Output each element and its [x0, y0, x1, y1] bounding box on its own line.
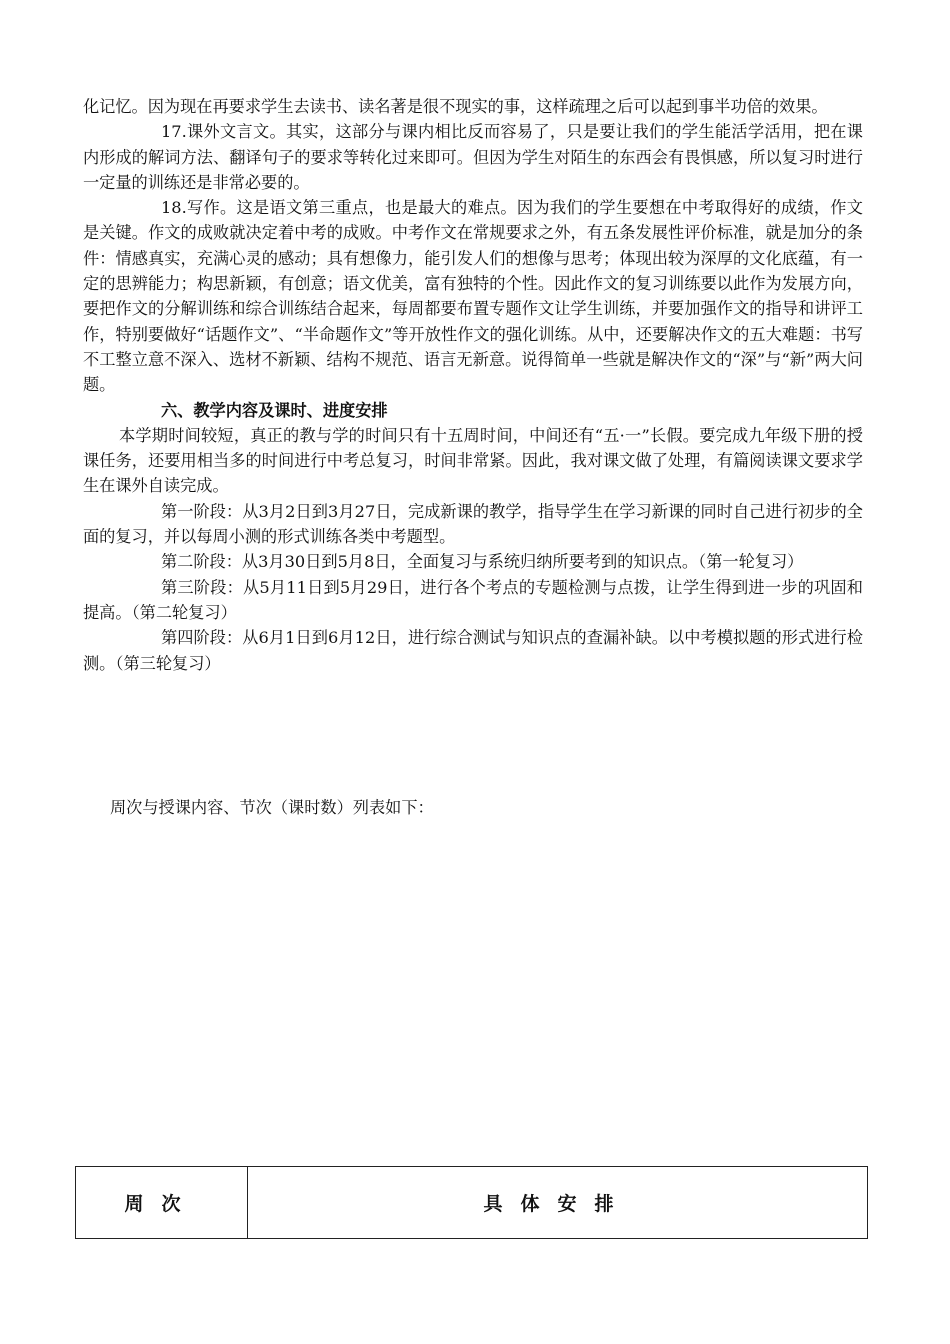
table-header-row	[76, 1167, 868, 1239]
schedule-table	[75, 1166, 868, 1239]
paragraph-overview: 本学期时间较短，真正的教与学的时间只有十五周时间，中间还有“五·一”长假。要完成九年级下册的授课任务，还要用相当多的时间进行中考总复习，时间非常紧。因此，我对课文做了处理，有篇阅读课文要求学生在课外自读完成。	[83, 425, 863, 496]
paragraph-item-17: 17.课外文言文。其实，这部分与课内相比反而容易了，只是要让我们的学生能活学活用，把在课内形成的解词方法、翻译句子的要求等转化过来即可。但因为学生对陌生的东西会有畏惧感，所以复习时进行一定量的训练还是非常必要的。	[83, 122, 863, 192]
header-plan: 具体安排	[248, 1167, 868, 1239]
table-intro: 周次与授课内容、节次（课时数）列表如下：	[110, 798, 434, 817]
paragraph-stage-3: 第三阶段：从5月11日到5月29日，进行各个考点的专题检测与点拨，让学生得到进一步的巩固和提高。（第二轮复习）	[83, 577, 863, 622]
section-heading: 六、教学内容及课时、进度安排	[161, 400, 388, 420]
paragraph-stage-2: 第二阶段：从3月30日到5月8日，全面复习与系统归纳所要考到的知识点。（第一轮复习）	[161, 552, 804, 572]
header-week: 周次	[76, 1167, 248, 1239]
paragraph-stage-4: 第四阶段：从6月1日到6月12日，进行综合测试与知识点的查漏补缺。以中考模拟题的形式进行检测。（第三轮复习）	[83, 628, 863, 673]
paragraph-item-18: 18.写作。这是语文第三重点，也是最大的难点。因为我们的学生要想在中考取得好的成绩，作文是关键。作文的成败就决定着中考的成败。中考作文在常规要求之外，有五条发展性评价标准，就是加分的条件：情感真实，充满心灵的感动；具有想像力，能引发人们的想像与思考；体现出较为深厚的文化底蕴，有一定的思辨能力；构思新颖，有创意；语文优美，富有独特的个性。因此作文的复习训练要以此作为发展方向，要把作文的分解训练和综合训练结合起来，每周都要布置专题作文让学生训练，并要加强作文的指导和讲评工作，特别要做好“话题作文”、“半命题作文”等开放性作文的强化训练。从中，还要解决作文的五大难题：书写不工整立意不深入、选材不新颖、结构不规范、语言无新意。说得简单一些就是解决作文的“深”与“新”两大问题。	[83, 198, 863, 395]
paragraph-continuation: 化记忆。因为现在再要求学生去读书、读名著是很不现实的事，这样疏理之后可以起到事半功倍的效果。	[83, 97, 828, 116]
document-body	[83, 94, 863, 676]
paragraph-stage-1: 第一阶段：从3月2日到3月27日，完成新课的教学，指导学生在学习新课的同时自己进行初步的全面的复习，并以每周小测的形式训练各类中考题型。	[83, 501, 863, 547]
